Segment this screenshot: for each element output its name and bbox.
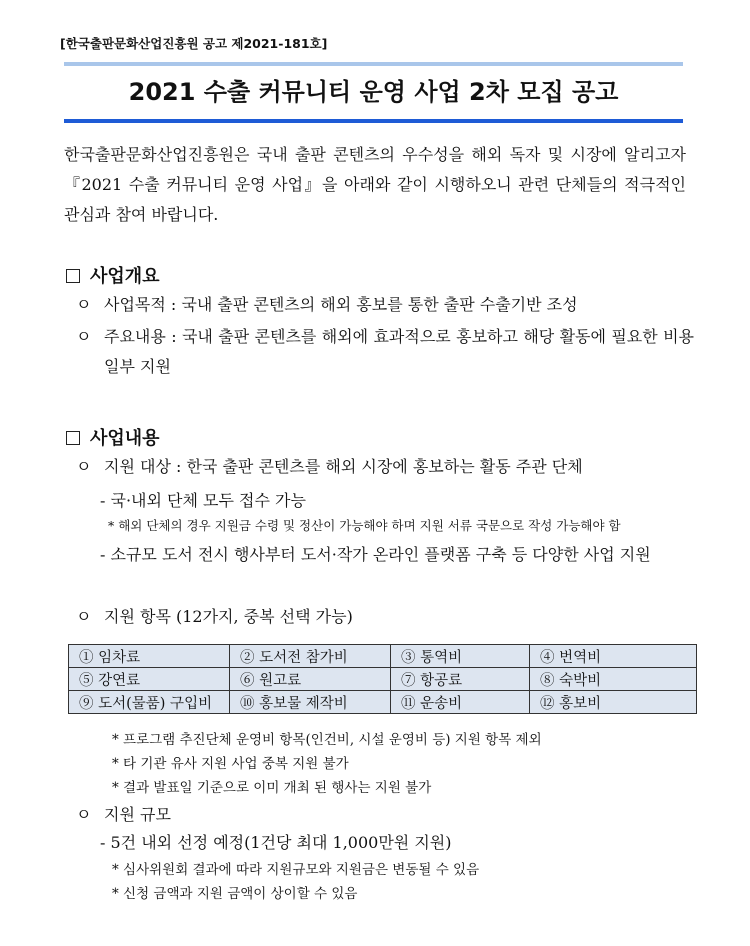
table-cell: ⑪ 운송비: [391, 691, 530, 714]
table-cell: ⑩ 홍보물 제작비: [230, 691, 391, 714]
bullet-o-icon: ㅇ: [76, 457, 92, 476]
overview-purpose: 사업목적 : 국내 출판 콘텐츠의 해외 홍보를 통한 출판 수출기반 조성: [104, 295, 578, 314]
note: * 신청 금액과 지원 금액이 상이할 수 있음: [112, 886, 358, 902]
note: * 타 기관 유사 지원 사업 중복 지원 불가: [112, 756, 349, 772]
overview-content: 주요내용 : 국내 출판 콘텐츠를 해외에 효과적으로 홍보하고 해당 활동에 필요한 비용 일부 지원: [104, 327, 694, 376]
sub-item: - 국·내외 단체 모두 접수 가능: [100, 491, 306, 510]
table-cell: ① 임차료: [69, 645, 230, 668]
support-items-heading: 지원 항목 (12가지, 중복 선택 가능): [104, 607, 353, 626]
section-title: 사업내용: [90, 428, 160, 449]
notice-number: [한국출판문화산업진흥원 공고 제2021-181호]: [60, 36, 328, 51]
table-cell: ⑧ 숙박비: [530, 668, 697, 691]
table-row: [69, 691, 697, 714]
page-title: 2021 수출 커뮤니티 운영 사업 2차 모집 공고: [128, 78, 619, 106]
note: * 프로그램 추진단체 운영비 항목(인건비, 시설 운영비 등) 지원 항목 제외: [112, 732, 542, 748]
table-cell: ② 도서전 참가비: [230, 645, 391, 668]
note: * 심사위원회 결과에 따라 지원규모와 지원금은 변동될 수 있음: [112, 862, 480, 878]
section-heading-content: [66, 424, 160, 450]
support-items-table: [68, 644, 697, 714]
table-row: [69, 645, 697, 668]
intro-paragraph: 한국출판문화산업진흥원은 국내 출판 콘텐츠의 우수성을 해외 독자 및 시장에 알리고자 『2021 수출 커뮤니티 운영 사업』을 아래와 같이 시행하오니 관련 단체들의 적극적인 관심과 참여 바랍니다.: [64, 145, 686, 224]
table-cell: ⑫ 홍보비: [530, 691, 697, 714]
checkbox-square-icon: [66, 269, 80, 283]
section-title: 사업개요: [90, 266, 160, 287]
table-row: [69, 668, 697, 691]
table-cell: ⑨ 도서(물품) 구입비: [69, 691, 230, 714]
bullet-o-icon: ㅇ: [76, 327, 92, 346]
support-scale-heading: 지원 규모: [104, 805, 171, 824]
checkbox-square-icon: [66, 431, 80, 445]
note: * 해외 단체의 경우 지원금 수령 및 정산이 가능해야 하며 지원 서류 국문으로 작성 가능해야 함: [108, 518, 621, 533]
table-cell: ⑦ 항공료: [391, 668, 530, 691]
table-cell: ③ 통역비: [391, 645, 530, 668]
section-heading-overview: [66, 262, 160, 288]
table-cell: ④ 번역비: [530, 645, 697, 668]
table-cell: ⑤ 강연료: [69, 668, 230, 691]
bullet-o-icon: ㅇ: [76, 805, 92, 824]
sub-item: - 5건 내외 선정 예정(1건당 최대 1,000만원 지원): [100, 833, 452, 852]
note: * 결과 발표일 기준으로 이미 개최 된 행사는 지원 불가: [112, 780, 432, 796]
support-target: 지원 대상 : 한국 출판 콘텐츠를 해외 시장에 홍보하는 활동 주관 단체: [104, 457, 583, 476]
bullet-o-icon: ㅇ: [76, 295, 92, 314]
table-cell: ⑥ 원고료: [230, 668, 391, 691]
bullet-o-icon: ㅇ: [76, 607, 92, 626]
title-top-rule: [64, 62, 683, 66]
sub-item: [100, 540, 688, 570]
title-bottom-rule: [64, 119, 683, 123]
sub-item-text: - 소규모 도서 전시 행사부터 도서·작가 온라인 플랫폼 구축 등 다양한 사업 지원: [100, 545, 651, 564]
